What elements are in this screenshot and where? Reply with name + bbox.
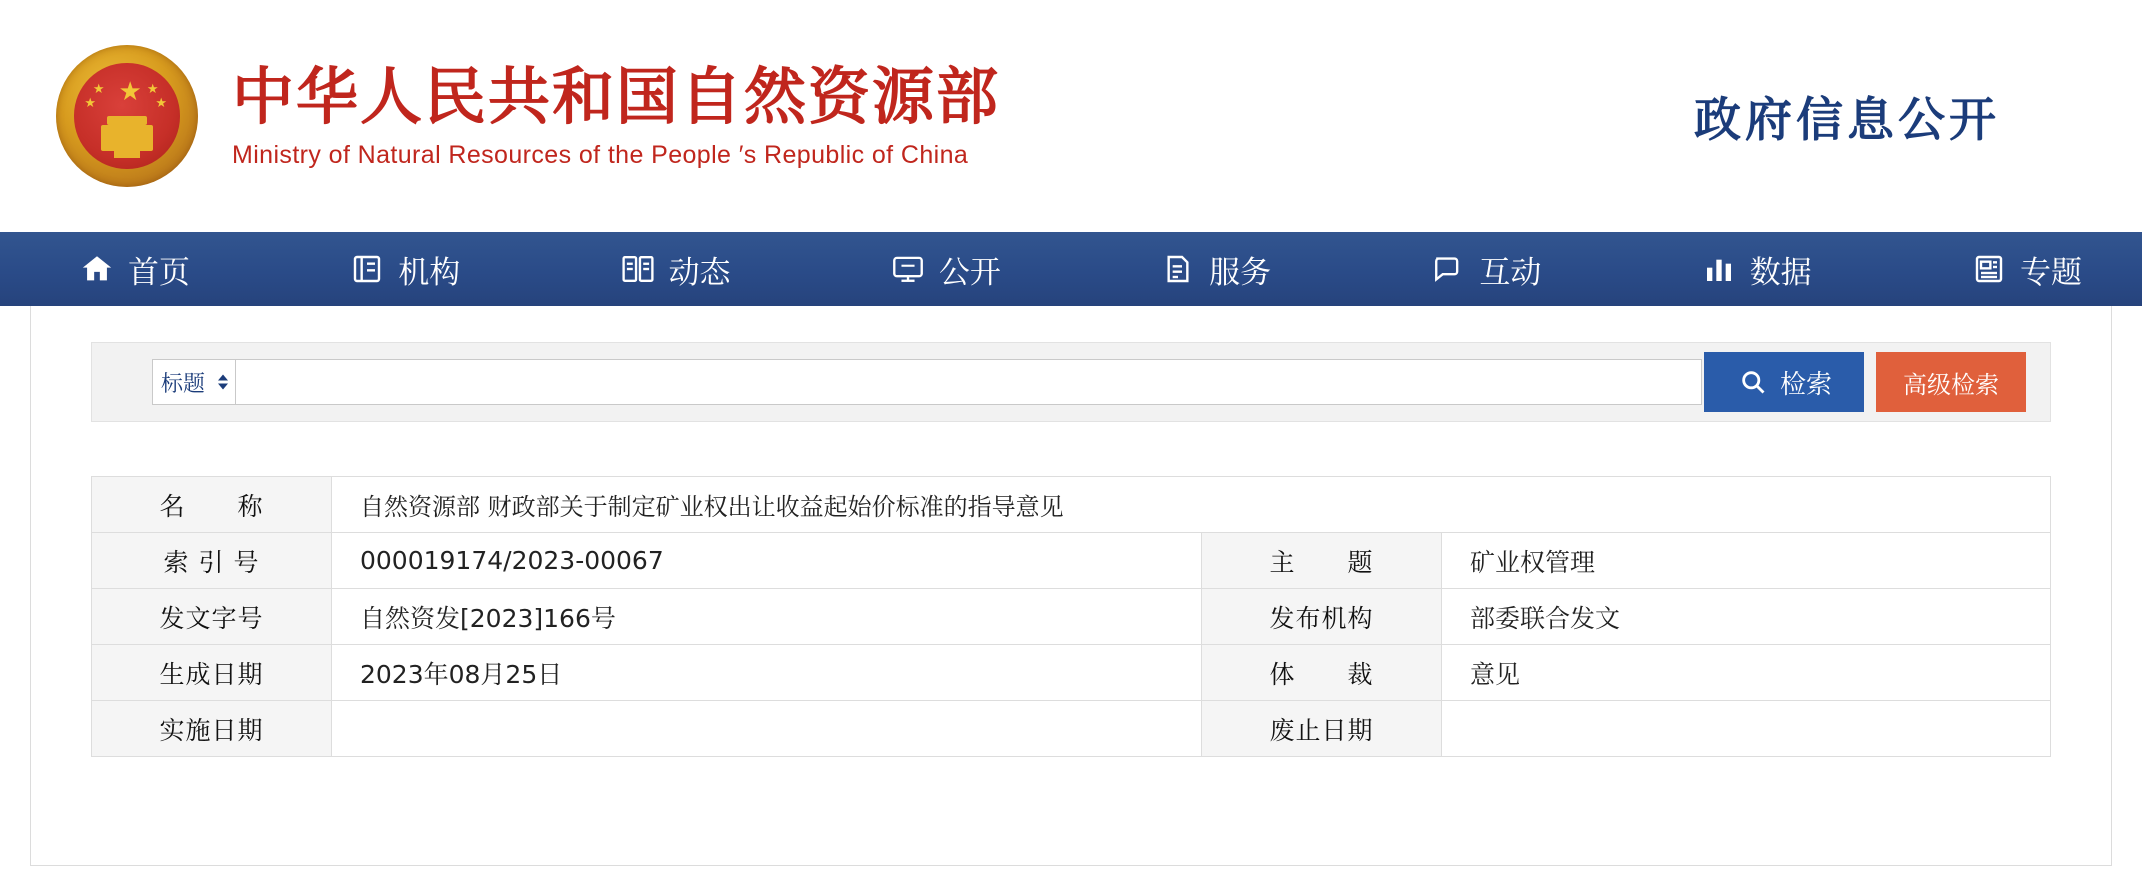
search-button[interactable]	[1704, 352, 1864, 412]
nav-item-label: 数据	[1749, 254, 1812, 291]
meta-label: 实施日期	[92, 701, 332, 757]
meta-value: 000019174/2023-00067	[332, 533, 1202, 589]
meta-label: 名 称	[92, 477, 332, 533]
nav-item-news[interactable]	[621, 247, 891, 292]
nav-item-interaction[interactable]	[1431, 247, 1701, 292]
nav-item-label: 首页	[128, 254, 190, 291]
meta-value	[332, 701, 1202, 757]
search-input[interactable]	[236, 359, 1702, 405]
advanced-search-button[interactable]	[1876, 352, 2026, 412]
meta-value: 自然资发[2023]166号	[332, 589, 1202, 645]
home-icon	[80, 252, 114, 286]
table-row	[92, 701, 2051, 757]
content-inner	[30, 306, 2112, 866]
page-title: 政府信息公开	[1694, 92, 2000, 148]
meta-label: 生成日期	[92, 645, 332, 701]
meta-value: 矿业权管理	[1442, 533, 2051, 589]
document-pen-icon	[1161, 252, 1195, 286]
search-bar	[91, 342, 2051, 422]
nav-item-label: 服务	[1209, 254, 1272, 291]
bar-chart-icon	[1702, 252, 1736, 286]
nav-item-public[interactable]	[891, 247, 1161, 292]
meta-value: 部委联合发文	[1442, 589, 2051, 645]
national-emblem-icon: ★ ★ ★ ★ ★	[56, 45, 198, 187]
nav-item-organization[interactable]	[350, 247, 620, 292]
advanced-search-button-label: 高级检索	[1903, 370, 1999, 399]
meta-label: 废止日期	[1202, 701, 1442, 757]
chat-bubble-icon	[1431, 252, 1465, 286]
search-field-select[interactable]	[152, 359, 236, 405]
nav-item-label: 专题	[2019, 254, 2082, 291]
news-book-icon	[621, 252, 655, 286]
table-row	[92, 645, 2051, 701]
site-header	[0, 0, 2142, 232]
nav-item-topic[interactable]	[1972, 247, 2082, 292]
search-field-select-value: 标题	[161, 371, 206, 397]
search-button-label: 检索	[1779, 369, 1832, 400]
table-row	[92, 477, 2051, 533]
nav-item-label: 动态	[668, 254, 731, 291]
meta-value	[1442, 701, 2051, 757]
newspaper-icon	[1972, 252, 2006, 286]
meta-label: 体 裁	[1202, 645, 1442, 701]
meta-value: 自然资源部 财政部关于制定矿业权出让收益起始价标准的指导意见	[332, 477, 2051, 533]
meta-value: 意见	[1442, 645, 2051, 701]
table-row	[92, 589, 2051, 645]
table-row	[92, 533, 2051, 589]
chevron-updown-icon	[218, 375, 228, 390]
nav-item-service[interactable]	[1161, 247, 1431, 292]
site-title-en: Ministry of Natural Resources of the People ′s Republic of China	[232, 141, 969, 170]
organization-icon	[350, 252, 384, 286]
nav-item-label: 互动	[1479, 254, 1542, 291]
nav-item-label: 机构	[398, 254, 461, 291]
site-title-cn: 中华人民共和国自然资源部	[232, 59, 1001, 133]
main-nav	[0, 232, 2142, 306]
monitor-icon	[891, 252, 925, 286]
meta-label: 主 题	[1202, 533, 1442, 589]
nav-item-home[interactable]	[80, 247, 350, 292]
meta-label: 发文字号	[92, 589, 332, 645]
document-meta-table	[91, 476, 2051, 757]
search-icon	[1736, 365, 1770, 399]
nav-item-data[interactable]	[1702, 247, 1972, 292]
site-title-block	[232, 59, 1001, 170]
meta-label: 索 引 号	[92, 533, 332, 589]
content-area	[0, 306, 2142, 866]
meta-value: 2023年08月25日	[332, 645, 1202, 701]
meta-label: 发布机构	[1202, 589, 1442, 645]
nav-item-label: 公开	[938, 254, 1001, 291]
